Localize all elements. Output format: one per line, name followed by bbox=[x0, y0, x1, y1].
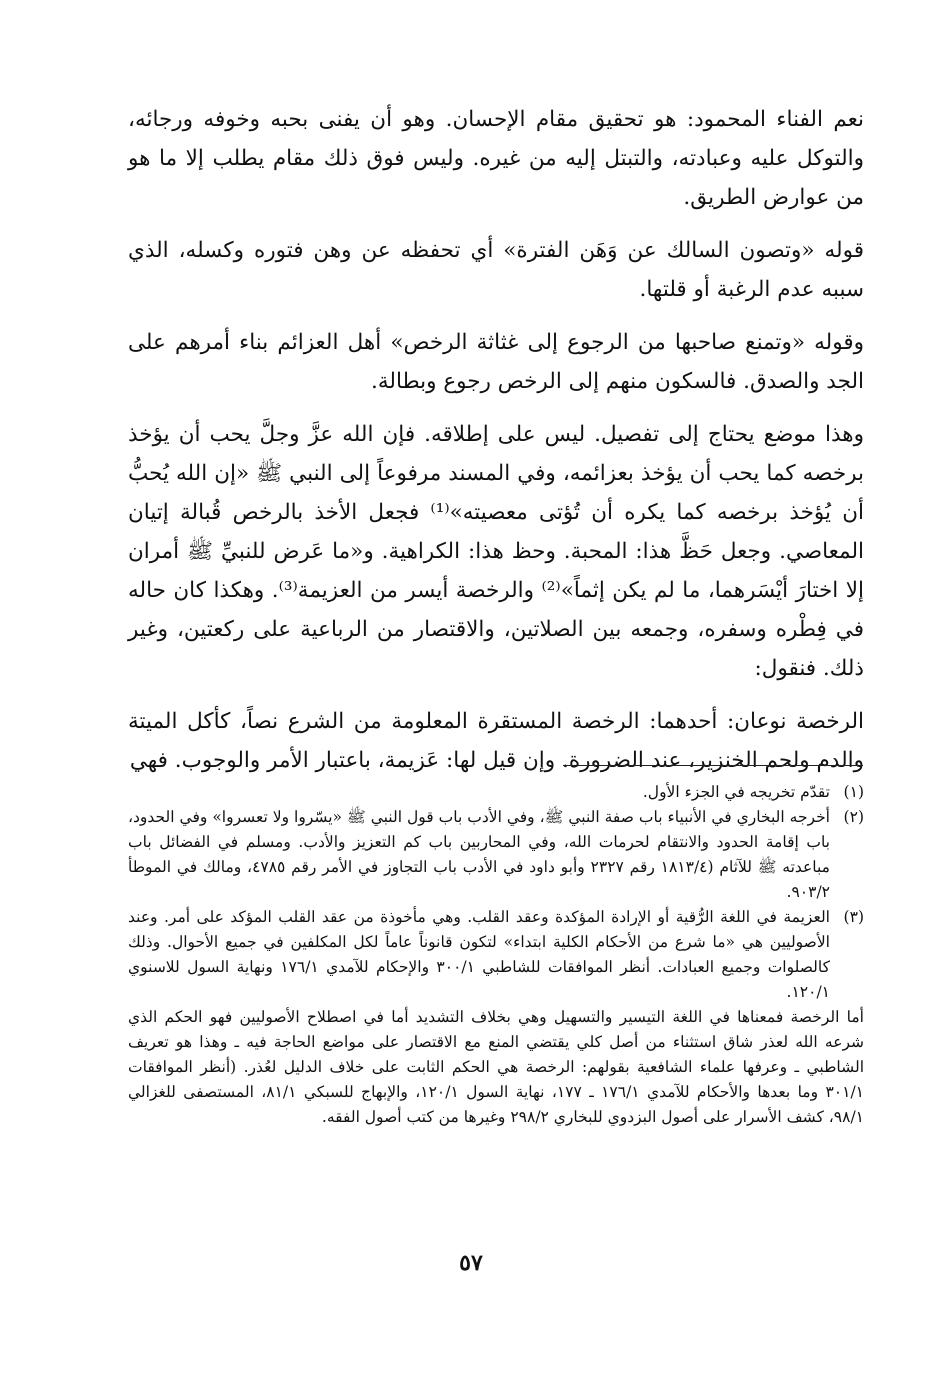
footnote-number: (٢) bbox=[843, 808, 864, 826]
footnote-3-continuation bbox=[128, 1005, 864, 1130]
footnote-3 bbox=[128, 905, 864, 1005]
paragraph-5: الرخصة نوعان: أحدهما: الرخصة المستقرة المعلومة من الشرع نصاً، كأكل الميتة والدم ولحم الخنزير، عند الضرورة. وإن قيل لها: عَزيمة، باعتبار الأمر والوجوب. فهي bbox=[128, 709, 864, 773]
page-number: ٥٧ bbox=[459, 1250, 483, 1276]
footnotes bbox=[128, 780, 864, 1130]
paragraph-3: وقوله «وتمنع صاحبها من الرجوع إلى غثاثة الرخص» أهل العزائم بناء أمرهم على الجد والصدق. فالسكون منهم إلى الرخص رجوع وبطالة. bbox=[128, 330, 864, 394]
footnote-divider bbox=[563, 765, 863, 766]
footnote-number: (١) bbox=[843, 783, 864, 801]
footnote-1 bbox=[128, 780, 864, 805]
paragraph-2: قوله «وتصون السالك عن وَهَن الفترة» أي تحفظه عن وهن فتوره وكسله، الذي سببه عدم الرغبة أو قلتها. bbox=[128, 238, 864, 302]
main-text bbox=[128, 100, 864, 780]
footnote-number: (٣) bbox=[843, 908, 864, 926]
footnote-text: أخرجه البخاري في الأنبياء باب صفة النبي ﷺ، وفي الأدب باب قول النبي ﷺ «يسّروا ولا تعسروا» وفي الحدود، باب إقامة الحدود والانتقام لحرمات الله، وفي المحاربين باب كم التعزيز والأدب. ومسلم في الفضائل باب مباعدته ﷺ للآثام (١٨١٣/٤ رقم ٢٣٢٧ وأبو داود في الأدب باب التجاوز في الأمر رقم ٤٧٨٥، ومالك في الموطأ ٩٠٣/٢. bbox=[128, 808, 830, 901]
paragraph-1: نعم الفناء المحمود: هو تحقيق مقام الإحسان. وهو أن يفنى بحبه وخوفه ورجائه، والتوكل عليه وعبادته، والتبتل إليه من غيره. وليس فوق ذلك مقام يطلب إلا ما هو من عوارض الطريق. bbox=[128, 107, 864, 210]
footnote-2 bbox=[128, 805, 864, 905]
footnote-text: أما الرخصة فمعناها في اللغة التيسير والتسهيل وهي بخلاف التشديد أما في اصطلاح الأصوليين فهو الحكم الذي شرعه الله لعذر شاق استثناء من أصل كلي يقتضي المنع مع الاقتصار على مواضع الحاجة فيه ـ وهذا هو تعريف الشاطبي ـ وعرفها علماء الشافعية بقولهم: الرخصة هي الحكم الثابت على خلاف الدليل لعُذر. (أنظر الموافقات ٣٠١/١ وما بعدها والأحكام للآمدي ١٧٦/١ ـ ١٧٧، نهاية السول ١٢٠/١، والإبهاج للسبكي ٨١/١، المستصفى للغزالي ٩٨/١، كشف الأسرار على أصول البزدوي للبخاري ٢٩٨/٢ وغيرها من كتب أصول الفقه. bbox=[128, 1008, 864, 1126]
footnote-text: تقدّم تخريجه في الجزء الأول. bbox=[642, 783, 830, 801]
footnote-text: العزيمة في اللغة الرُّقية أو الإرادة المؤكدة وعقد القلب. وهي مأخوذة من عقد القلب المؤكد على أمر. وعند الأصوليين هي «ما شرع من الأحكام الكلية ابتداء» لتكون قانوناً عاماً لكل المكلفين في جميع الأحوال. وذلك كالصلوات وجميع العبادات. أنظر الموافقات للشاطبي ٣٠٠/١ والإحكام للآمدي ١٧٦/١ ونهاية السول للاسنوي ١٢٠/١. bbox=[128, 908, 830, 1001]
paragraph-4: وهذا موضع يحتاج إلى تفصيل. ليس على إطلاقه. فإن الله عزَّ وجلَّ يحب أن يؤخذ برخصه كما يحب أن يؤخذ بعزائمه، وفي المسند مرفوعاً إلى النبي ﷺ «إن الله يُحبُّ أن يُؤخذ برخصه كما يكره أن تُؤتى معصيته»⁽¹⁾ فجعل الأخذ بالرخص قُبالة إتيان المعاصي. وجعل حَظَّ هذا: المحبة. وحظ هذا: الكراهية. و«ما عَرض للنبيِّ ﷺ أمران إلا اختارَ أيْسَرهما، ما لم يكن إثماً»⁽²⁾ والرخصة أيسر من العزيمة⁽³⁾. وهكذا كان حاله في فِطْره وسفره، وجمعه بين الصلاتين، والاقتصار من الرباعية على ركعتين، وغير ذلك. فنقول: bbox=[128, 422, 864, 681]
